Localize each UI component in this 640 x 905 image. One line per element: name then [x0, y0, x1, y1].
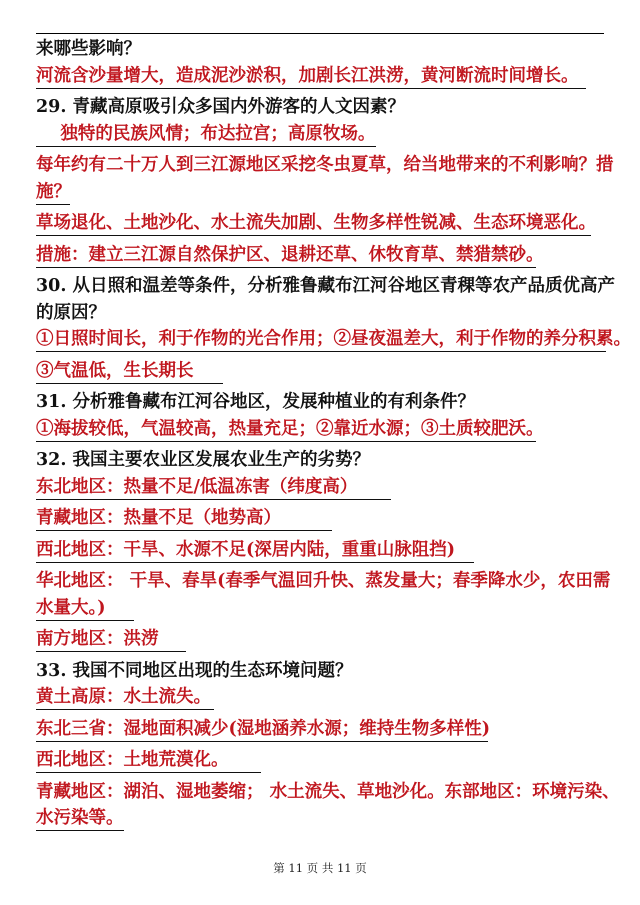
answer-line: 东北三省：湿地面积减少(湿地涵养水源；维持生物多样性) [36, 716, 606, 743]
answer-line: 南方地区：洪涝 [36, 626, 606, 653]
header-rule [36, 33, 604, 34]
answer-line: 独特的民族风情；布达拉宫；高原牧场。 [36, 121, 606, 148]
answer-line: ③气温低，生长期长 [36, 358, 606, 385]
answer-line: 河流含沙量增大，造成泥沙淤积，加剧长江洪涝，黄河断流时间增长。 [36, 63, 606, 90]
question-32: 32. 我国主要农业区发展农业生产的劣势？ [36, 450, 371, 470]
answer-line: 东北地区：热量不足/低温冻害（纬度高） [36, 474, 606, 501]
question-31: 31. 分析雅鲁藏布江河谷地区，发展种植业的有利条件？ [36, 392, 476, 412]
answer-line: 措施：建立三江源自然保护区、退耕还草、休牧育草、禁猎禁砂。 [36, 242, 606, 269]
answer-line: 黄土高原：水土流失。 [36, 684, 606, 711]
text-line: 的原因？ [36, 302, 106, 323]
answer-line: ①日照时间长，利于作物的光合作用；②昼夜温差大，利于作物的养分积累。 [36, 326, 606, 353]
answer-line: 青藏地区：湖泊、湿地萎缩； 水土流失、草地沙化。东部地区：环境污染、 [36, 781, 620, 802]
answer-line: 西北地区：干旱、水源不足(深居内陆，重重山脉阻挡) [36, 537, 606, 564]
answer-line: 水污染等。 [36, 805, 606, 832]
answer-line: 每年约有二十万人到三江源地区采挖冬虫夏草，给当地带来的不利影响？措 [36, 155, 614, 175]
text-line: 来哪些影响？ [36, 39, 141, 59]
page-number: 第 11 页 共 11 页 [273, 861, 367, 875]
answer-line: 水量大。) [36, 595, 606, 622]
question-30: 30. 从日照和温差等条件，分析雅鲁藏布江河谷地区青稞等农产品质优高产 [36, 276, 616, 296]
answer-line: 青藏地区：热量不足（地势高） [36, 505, 606, 532]
question-33: 33. 我国不同地区出现的生态环境问题？ [36, 660, 353, 681]
answer-line: 西北地区：土地荒漠化。 [36, 747, 606, 774]
answer-line: 施？ [36, 179, 606, 206]
answer-line: 华北地区： 干旱、春旱(春季气温回升快、蒸发量大；春季降水少，农田需 [36, 571, 611, 591]
question-29: 29. 青藏高原吸引众多国内外游客的人文因素？ [36, 97, 406, 117]
answer-line: 草场退化、土地沙化、水土流失加剧、生物多样性锐减、生态环境恶化。 [36, 210, 606, 237]
document-body [36, 36, 631, 832]
answer-line: ①海拔较低，气温较高，热量充足；②靠近水源；③土质较肥沃。 [36, 416, 606, 443]
